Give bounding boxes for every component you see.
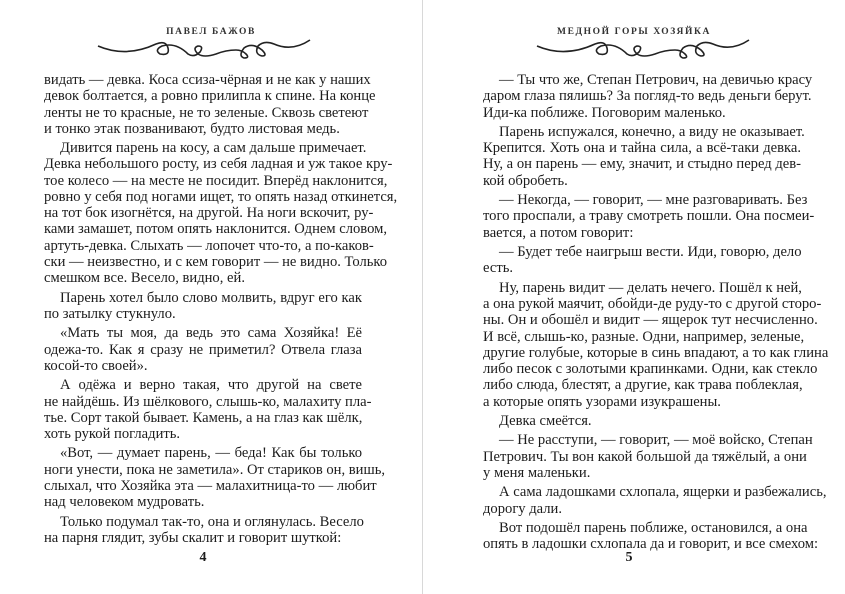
text-line: Парень хотел было слово молвить, вдруг его как <box>60 289 362 306</box>
running-head-title: МЕДНОЙ ГОРЫ ХОЗЯЙКА <box>557 27 711 37</box>
text-line: одежа-то. Как я сразу не приметил? Отвела глаза <box>44 341 362 358</box>
text-line: Крепится. Хоть она и тайна сила, а всё-таки девка. <box>483 140 801 157</box>
text-line: И всё, слышь-ко, разные. Одни, например, зеленые, <box>483 328 805 345</box>
paragraph <box>483 72 813 121</box>
text-line: А сама ладошками схлопала, ящерки и разбежались, <box>499 484 827 501</box>
text-line: Петрович. Ты вон какой большой да тяжёлый, а они <box>483 448 807 465</box>
text-line: косой-то своей». <box>44 357 148 374</box>
text-line: артуть-девка. Слыхать — лопочет что-то, а по-каков- <box>44 237 374 254</box>
text-line: на парня глядит, зубы скалит и говорит шуткой: <box>44 529 342 546</box>
paragraph <box>44 72 376 137</box>
text-line: либо слюда, блестят, а другие, как трава поблеклая, <box>483 377 803 394</box>
text-line: опять в ладошки схлопала да и говорит, и все смехом: <box>483 536 819 553</box>
flourish-ornament-icon <box>96 36 312 62</box>
paragraph <box>483 484 827 517</box>
flourish-ornament-icon <box>535 36 751 62</box>
paragraph <box>44 377 372 442</box>
text-line: не найдёшь. Из шёлкового, слышь-ко, малахиту пла- <box>44 393 372 410</box>
page-number: 4 <box>199 550 207 565</box>
text-line: того проспали, а траву смотреть пошли. Она посмеи- <box>483 208 815 225</box>
text-line: слыхал, что Хозяйка эта — малахитница-то — любит <box>44 477 377 494</box>
paragraph <box>483 279 829 410</box>
text-line: ноги унести, пока не заметила». От стариков он, вишь, <box>44 461 386 478</box>
text-line: А одёжа и верно такая, что другой на свете <box>60 377 362 394</box>
paragraph <box>483 192 815 241</box>
text-line: ровно у себя под ногами ищет, то опять назад откинется, <box>44 188 398 205</box>
text-line: «Вот, — думает парень, — беда! Как бы только <box>60 445 362 462</box>
text-line: тье. Сорт такой бывает. Камень, а на глаз как шёлк, <box>44 409 363 426</box>
text-line: Парень испужался, конечно, а виду не оказывает. <box>499 123 805 140</box>
text-line: а которые опять узорами изукрашены. <box>483 393 721 410</box>
text-line: — Будет тебе наигрыш вести. Иди, говорю, дело <box>499 244 802 261</box>
text-line: кой обробеть. <box>483 172 568 189</box>
page-number: 5 <box>625 550 633 565</box>
text-line: хоть рукой погладить. <box>44 426 181 442</box>
text-line: дорогу дали. <box>483 500 563 517</box>
text-line: видать — девка. Коса ссиза-чёрная и не как у наших <box>44 72 371 88</box>
text-line: по затылку стукнуло. <box>44 305 176 322</box>
text-line: смешком все. Весело, видно, ей. <box>44 270 245 287</box>
right-page <box>423 0 845 594</box>
page-body-text <box>44 72 398 549</box>
text-line: есть. <box>483 260 513 277</box>
text-line: Дивится парень на косу, а сам дальше примечает. <box>60 140 367 157</box>
running-head-author: ПАВЕЛ БАЖОВ <box>166 27 256 37</box>
text-line: над человеком мудровать. <box>44 494 205 511</box>
text-line: — Некогда, — говорит, — мне разговаривать. Без <box>499 192 808 209</box>
text-line: на тот бок изогнётся, на другой. На ноги вскочит, ру- <box>44 205 374 222</box>
text-line: у меня маленьки. <box>483 464 591 481</box>
text-line: Иди-ка поближе. Поговорим маленько. <box>483 104 726 121</box>
text-line: и тонко этак позванивают, будто листовая медь. <box>44 120 340 137</box>
paragraph <box>44 445 386 511</box>
text-line: Только подумал так-то, она и оглянулась. Весело <box>60 513 364 530</box>
text-line: девок болтается, а ровно прилипла к спине. На конце <box>44 88 376 105</box>
text-line: — Ты что же, Степан Петрович, на девичью красу <box>499 72 813 88</box>
paragraph <box>483 244 801 277</box>
text-line: Девка смеётся. <box>499 412 592 429</box>
paragraph <box>483 123 805 189</box>
text-line: а она рукой маячит, обойди-де руду-то с другой сторо- <box>483 296 822 312</box>
paragraph <box>44 140 398 287</box>
text-line: даром глаза пялишь? За погляд-то ведь деньги берут. <box>483 88 812 105</box>
paragraph <box>483 413 801 429</box>
text-line: вается, а потом говорит: <box>483 224 634 241</box>
left-page <box>0 0 422 594</box>
text-line: либо песок с золотыми крапинками. Одни, как стекло <box>483 361 818 377</box>
text-line: ски — неизвестно, и с кем говорит — не видно. Только <box>44 253 388 270</box>
paragraph <box>44 290 362 323</box>
text-line: ны. Он и обошёл и видит — ящерок тут несчисленно. <box>483 312 818 329</box>
text-line: Ну, а он парень — ему, значит, и стыдно перед дев- <box>483 156 801 173</box>
page-body-text <box>483 72 829 556</box>
paragraph <box>44 514 362 547</box>
text-line: другие голубые, которые в синь впадают, а то как глина <box>483 344 829 361</box>
paragraph <box>483 520 819 553</box>
text-line: Ну, парень видит — делать нечего. Пошёл к ней, <box>499 279 802 296</box>
text-line: — Не расступи, — говорит, — моё войско, Степан <box>499 432 813 449</box>
text-line: тое колесо — на месте не посидит. Вперёд наклонится, <box>44 172 388 189</box>
paragraph <box>483 432 813 481</box>
text-line: Вот подошёл парень поближе, остановился, а она <box>499 520 808 536</box>
text-line: ленты не то красные, не то зеленые. Сквозь светеют <box>44 104 369 121</box>
text-line: «Мать ты моя, да ведь это сама Хозяйка! Её <box>60 325 362 342</box>
paragraph <box>44 325 362 374</box>
text-line: Девка небольшого росту, из себя ладная и уж такое кру- <box>44 156 393 173</box>
text-line: ками замашет, потом опять наклонится. Однем словом, <box>44 221 388 238</box>
